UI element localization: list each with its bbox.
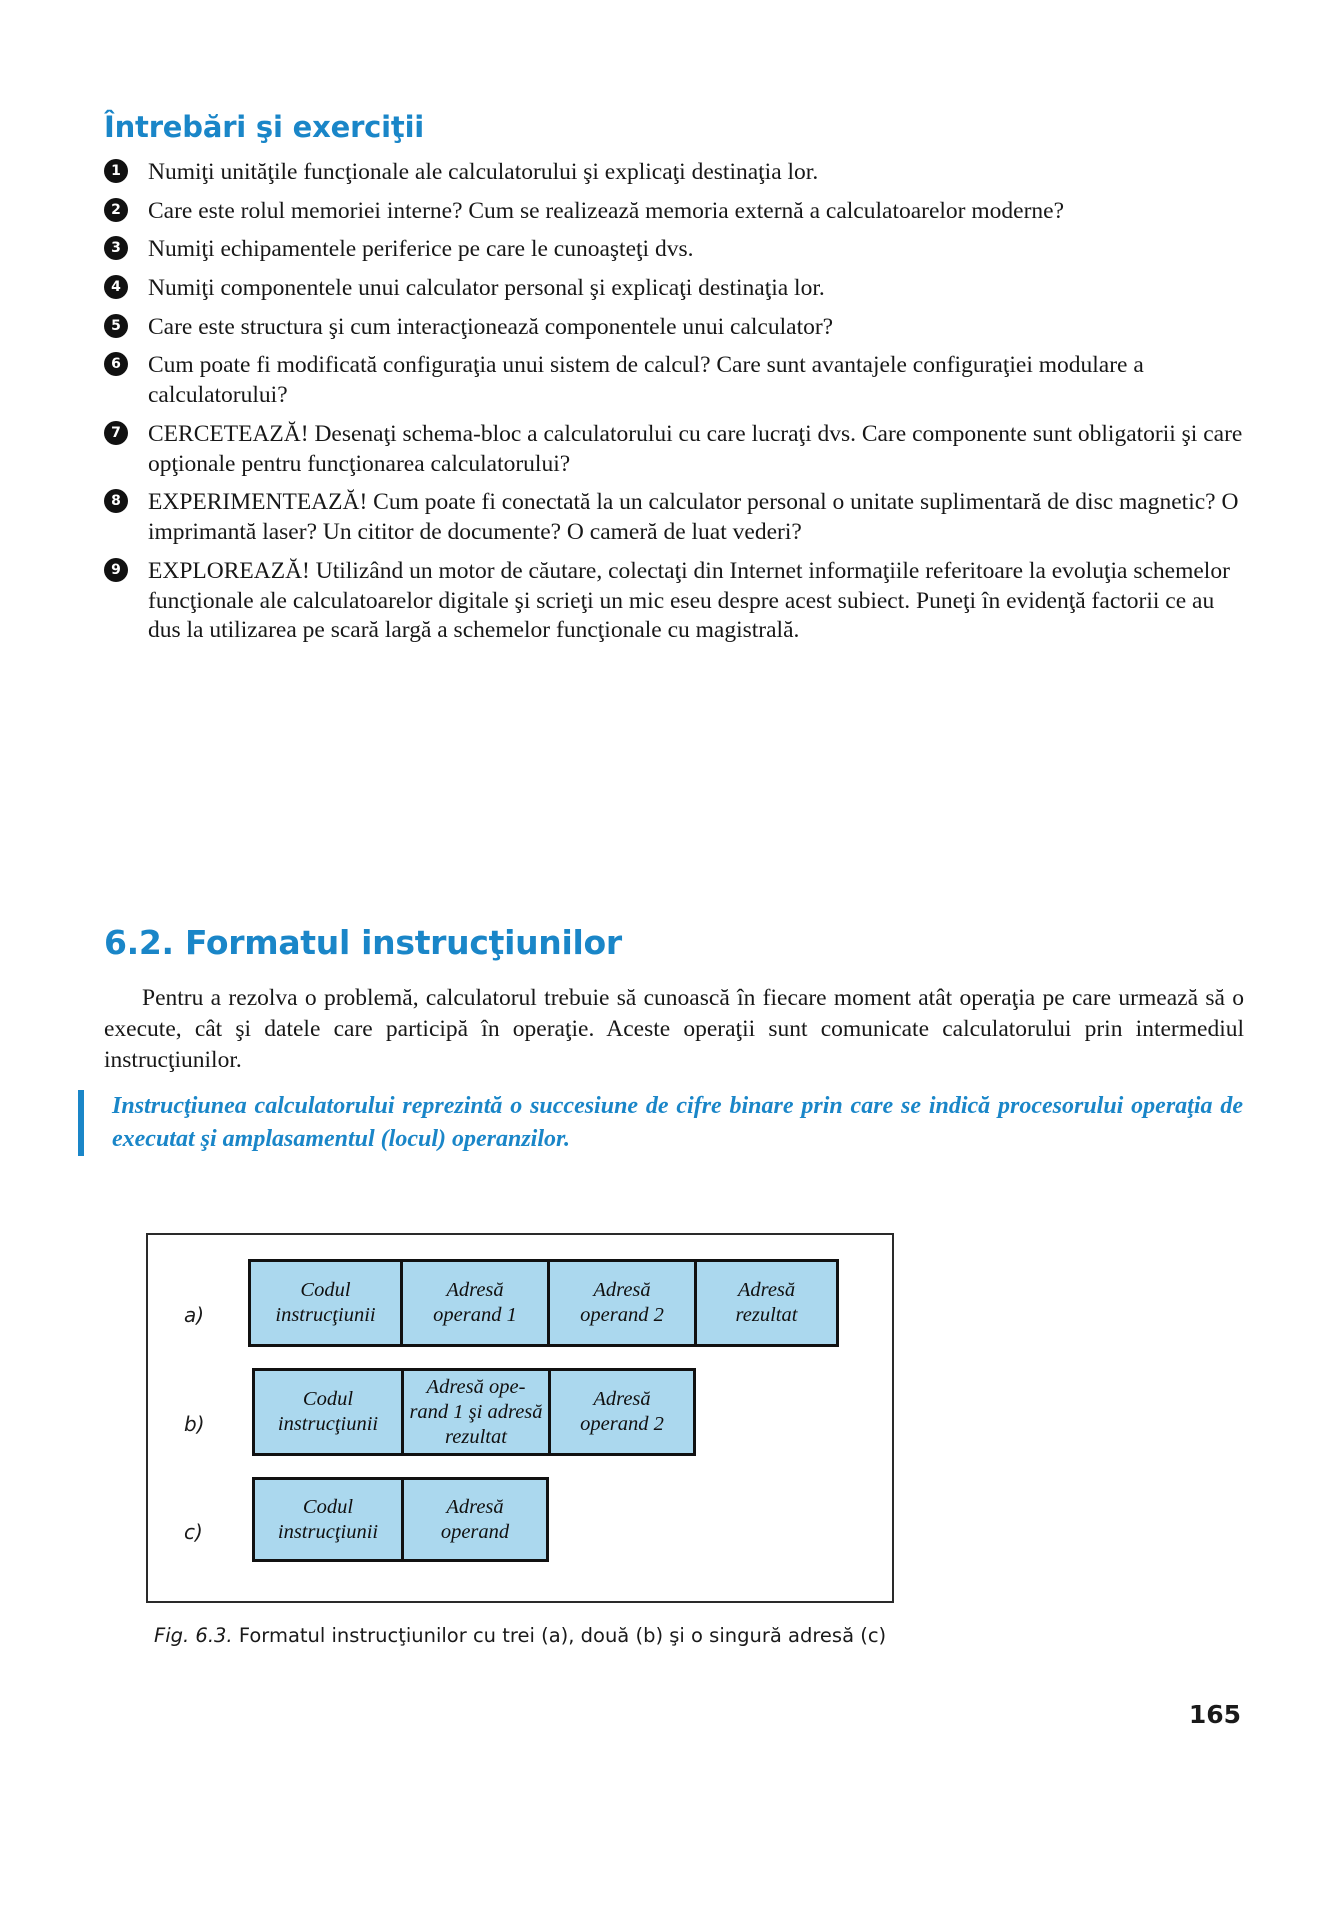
question-text-6: Cum poate fi modificată configuraţia unui sistem de calcul? Care sunt avantajele configuraţiei modulare a calculatorului? [148,352,1144,409]
question-text-5: Care este structura şi cum interacţionează componentele unui calculator? [148,313,834,340]
figure-cell-c1 [252,1477,404,1562]
section-6-2-heading: 6.2. Formatul instrucţiunilor [104,923,622,962]
figure-cell-a3-line2: operand 2 [580,1304,664,1326]
page-number: 165 [1188,1700,1241,1729]
figure-cell-b3 [548,1368,696,1456]
questions-heading: Întrebări şi exerciţii [104,110,425,144]
figure-row-b [252,1368,696,1456]
figure-6-3-frame [146,1233,894,1603]
question-marker-3: 3 [104,236,128,260]
figure-cell-a1 [248,1259,403,1347]
figure-row-label-b: b) [184,1412,205,1436]
question-item [104,158,1244,188]
question-item [104,313,1244,343]
figure-caption [154,1624,886,1647]
figure-cell-a1-line1: Codul [300,1279,351,1301]
figure-cell-c1-line1: Codul [302,1495,354,1518]
figure-cell-b2-line2: rand 1 şi adresă [409,1400,543,1423]
question-item [104,235,1244,265]
figure-cell-b1 [252,1368,404,1456]
question-text-1: Numiţi unităţile funcţionale ale calculatorului şi explicaţi destinaţia lor. [148,158,819,185]
question-text-4: Numiţi componentele unui calculator personal şi explicaţi destinaţia lor. [148,275,825,302]
question-marker-7: 7 [104,421,128,445]
question-marker-2: 2 [104,198,128,222]
section-6-2-paragraph: Pentru a rezolva o problemă, calculatorul trebuie să cunoască în fiecare moment atât operaţia pe care urmează să o execute, cât şi datele care participă în operaţie. Aceste operaţii sunt comunicate calculatorului prin intermediul instrucţiunilor. [104,985,1244,1073]
question-item [104,420,1244,479]
question-text-2: Care este rolul memoriei interne? Cum se realizează memoria externă a calculatoarelor moderne? [148,197,1065,224]
figure-caption-number: Fig. 6.3. [154,1624,233,1647]
figure-cell-a4-line2: rezultat [735,1304,798,1326]
section-6-2 [104,925,1244,1076]
figure-cell-b2-line1: Adresă ope- [426,1375,526,1398]
question-marker-5: 5 [104,314,128,338]
question-item [104,351,1244,410]
question-marker-1: 1 [104,159,128,183]
figure-cell-c1-line2: instrucţiunii [277,1520,379,1543]
question-item [104,197,1244,227]
questions-section [104,112,1244,655]
figure-cell-b3-line2: operand 2 [580,1413,664,1435]
figure-cell-b3-line1: Adresă [593,1388,651,1410]
question-text-9: EXPLOREAZĂ! Utilizând un motor de căutare, colectaţi din Internet informaţiile referitoare la evoluţia schemelor funcţionale ale calculatoarelor digitale şi scrieţi un mic eseu despre acest subiect. Puneţi în evidenţă factorii ce au dus la utilizarea pe scară largă a schemelor funcţionale cu magistrală. [148,557,1230,644]
figure-cell-a2-line1: Adresă [446,1279,504,1301]
figure-cell-a2-line2: operand 1 [433,1304,517,1326]
figure-row-label-c: c) [184,1520,203,1544]
question-text-7: CERCETEAZĂ! Desenaţi schema-bloc a calculatorului cu care lucraţi dvs. Care componente sunt obligatorii şi care opţionale pentru funcţionarea calculatorului? [148,420,1243,477]
figure-row-a [248,1259,839,1347]
figure-row-c [252,1477,549,1562]
question-item [104,557,1244,646]
figure-cell-a4 [694,1259,839,1347]
figure-cell-a3-line1: Adresă [593,1279,651,1301]
definition-text: Instrucţiunea calculatorului reprezintă o succesiune de cifre binare prin care se indică procesorului operaţia de executat şi amplasamentul (locul) operanzilor. [112,1093,1243,1152]
figure-caption-text: Formatul instrucţiunilor cu trei (a), două (b) şi o singură adresă (c) [232,1624,887,1647]
figure-cell-c2-line1: Adresă [446,1495,504,1518]
figure-cell-a2 [400,1259,550,1347]
figure-cell-b1-line2: instrucţiunii [277,1413,379,1435]
question-marker-6: 6 [104,352,128,376]
questions-list [104,158,1244,646]
definition-callout [78,1090,1243,1156]
figure-cell-c2-line2: operand [440,1520,510,1543]
question-item [104,488,1244,547]
figure-cell-b1-line1: Codul [302,1388,354,1410]
question-text-3: Numiţi echipamentele periferice pe care le cunoaşteţi dvs. [148,236,694,263]
figure-cell-a4-line1: Adresă [737,1279,796,1301]
figure-cell-b2-line3: rezultat [445,1425,507,1448]
figure-cell-c2 [401,1477,549,1562]
figure-row-label-a: a) [184,1303,205,1327]
question-marker-9: 9 [104,558,128,582]
question-item [104,274,1244,304]
figure-cell-a3 [547,1259,697,1347]
question-marker-4: 4 [104,275,128,299]
question-text-8: EXPERIMENTEAZĂ! Cum poate fi conectată la un calculator personal o unitate suplimentară de disc magnetic? O imprimantă laser? Un cititor de documente? O cameră de luat vederi? [148,489,1239,546]
figure-cell-b2 [401,1368,551,1456]
figure-cell-a1-line2: instrucţiunii [275,1304,376,1326]
question-marker-8: 8 [104,489,128,513]
